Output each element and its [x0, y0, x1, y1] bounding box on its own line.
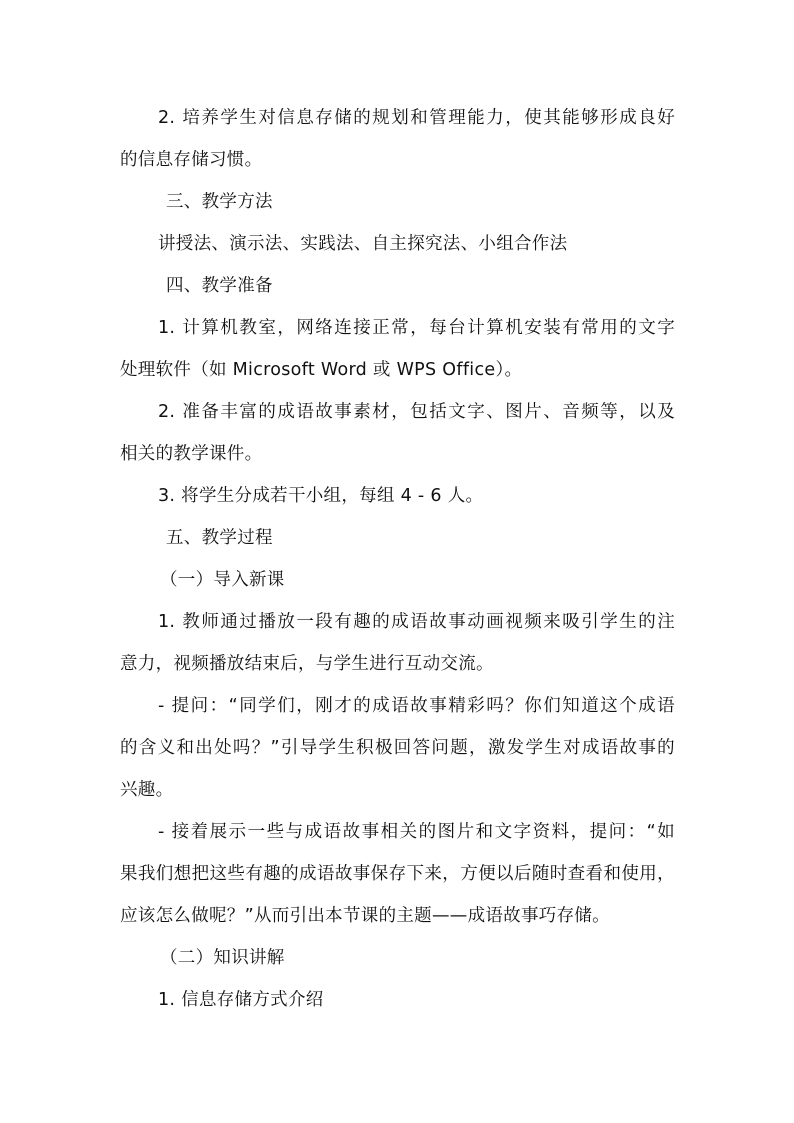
paragraph-line: 1. 信息存储方式介绍	[158, 990, 324, 1010]
paragraph-line: 的信息存储习惯。	[120, 150, 263, 170]
paragraph-line: - 接着展示一些与成语故事相关的图片和文字资料，提问：“如	[158, 822, 675, 842]
paragraph-line: 2. 培养学生对信息存储的规划和管理能力，使其能够形成良好	[158, 108, 675, 128]
paragraph-line: 1. 计算机教室，网络连接正常，每台计算机安装有常用的文字	[158, 318, 675, 338]
section-heading: 三、教学方法	[166, 192, 273, 212]
paragraph-line: 3. 将学生分成若干小组，每组 4 - 6 人。	[158, 486, 484, 506]
paragraph-line: 相关的教学课件。	[120, 444, 263, 464]
paragraph-line: 果我们想把这些有趣的成语故事保存下来，方便以后随时查看和使用，	[120, 864, 675, 884]
paragraph-line: - 提问：“同学们，刚才的成语故事精彩吗？你们知道这个成语	[158, 696, 675, 716]
paragraph-line: 的含义和出处吗？”引导学生积极回答问题，激发学生对成语故事的	[120, 738, 675, 758]
paragraph-line: 讲授法、演示法、实践法、自主探究法、小组合作法	[158, 234, 568, 254]
paragraph-line: 处理软件（如 Microsoft Word 或 WPS Office）。	[120, 360, 523, 380]
paragraph-line: 意力，视频播放结束后，与学生进行互动交流。	[120, 654, 494, 674]
section-heading: 四、教学准备	[166, 276, 273, 296]
subsection-heading: （二）知识讲解	[160, 948, 285, 968]
paragraph-line: 兴趣。	[120, 780, 174, 800]
section-heading: 五、教学过程	[166, 528, 273, 548]
paragraph-line: 2. 准备丰富的成语故事素材，包括文字、图片、音频等，以及	[158, 402, 675, 422]
paragraph-line: 1. 教师通过播放一段有趣的成语故事动画视频来吸引学生的注	[158, 612, 675, 632]
paragraph-line: 应该怎么做呢？”从而引出本节课的主题——成语故事巧存储。	[120, 906, 610, 926]
subsection-heading: （一）导入新课	[160, 570, 285, 590]
